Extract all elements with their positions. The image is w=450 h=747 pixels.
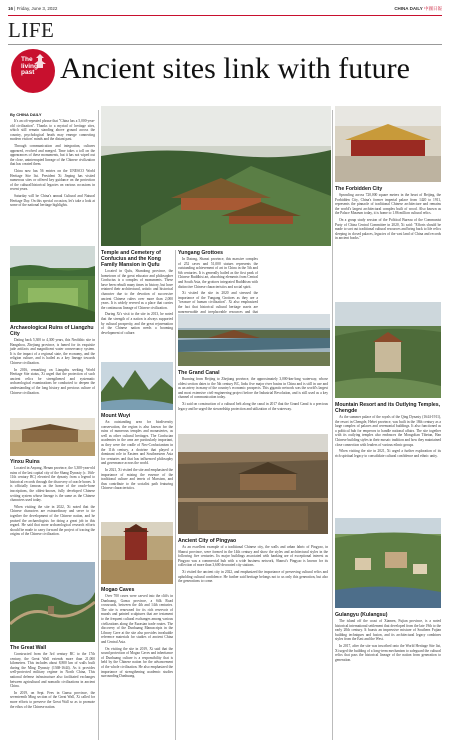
article-paragraph: In 2017, after the site was inscribed onto the World Heritage Site list, Xi urged the building of a long-term mechanism to safeguard the cultural relics that pass the historical lineage of the nation from generation to generation. <box>335 643 441 662</box>
article-paragraph: Located in Qufu, Shandong province, the hometown of the great educator and philosopher Confucius is a complex of monuments. These have been rebuilt many times in history, but have retained their architectural, artistic and historical character due to the devotion of successive ancient Chinese rulers over more than 2,000 years. It is widely revered as a place that carries the continuous lineage of Chinese civilization. <box>101 269 173 310</box>
page-info: 16 | Friday, June 3, 2022 <box>8 6 58 11</box>
intro-text <box>10 119 95 208</box>
gulangyu-body <box>335 619 441 662</box>
article-paragraph: As an excellent example of a traditional Chinese city, the walls and urban fabric of Pingyao, in Shanxi province, were formed in the 14th century and show the styles and architectural styles in the following five centuries. Its major buildings associated with banking are of exceptional interest as Pingyao was a commercial hub with a wide business network, Shanxi's Pingyao is known for its collection of more than 3,600 decorated city stations. <box>178 545 328 568</box>
liangzhu-body <box>10 338 95 395</box>
pingyao-article <box>178 538 328 586</box>
article-paragraph: In 2016, remarking on Liangzhu seeking World Heritage Site status, Xi urged that the protection of such ancient relics be strengthened and systematic archaeological examinations be conducted to deepen the understanding of the long history and precious culture of Chinese civilization. <box>10 367 95 395</box>
article-paragraph: Dating back 5,300 to 4,300 years, this Neolithic site in Hangzhou, Zhejiang province, is famed for its exquisite jade artifacts and magnificent water conservancy system. It is the impact of a regional state, the economy, and the religion culture, and is hailed as a key lineage towards Chinese civilization. <box>10 338 95 365</box>
article-paragraph: In Datong, Shanxi province, this massive complex of 252 caves and 51,000 statues represents the outstanding achievement of art in China in the 5th and 6th centuries. It is generally hailed as the first peak of Chinese Buddhist art, absorbing elements from Central and South Asia, the grottoes integrated Buddhism with distinctive Chinese characteristics and social spirit. <box>178 257 258 289</box>
chengde-photo <box>335 302 441 398</box>
article-paragraph: As the summer palace of the royals of the Qing Dynasty (1644-1911), the resort in Chengde, Hebei province, was built in the 18th century as a large complex of palaces and ceremonial buildings. It also functioned as a political hub for emperors to handle national affairs. The site together with its outlying temples also embraces the Mongolian Tibetan, Han Chinese building styles in their mosaic tradition and how they maintained close connection with leaders of various ethnic groups. <box>335 415 441 447</box>
article-paragraph: During Xi's visit to the site in 2013, he noted that the strength of a nation is always supported by cultural prosperity, and the great rejuvenation of the Chinese nation needs a booming development of culture. <box>101 312 173 335</box>
qufu-photo <box>101 106 331 246</box>
great-wall-photo <box>10 562 95 642</box>
article-paragraph: Over 700 caves were carved into the cliffs in Dunhuang, Gansu province, a Silk Road crossroads, between the 4th and 14th centuries. The site is renowned for its rich reservoir of murals and painted sculptures that are testament to the frequent cultural exchanges among various civilizations along the Eurasian trade routes. The discovery of the Dunhuang Manuscripts in the Library Cave at the site also provides invaluable reference materials for studies of ancient China and Central Asia. <box>101 594 173 644</box>
pingyao-photo <box>178 434 328 534</box>
article-paragraph: When visiting the site in 2021, Xi urged a further exploration of its rich spiritual legacy to consolidate cultural confidence and ethnic unity. <box>335 449 441 458</box>
pingyao-title: Ancient City of Pingyao <box>178 538 237 544</box>
article-paragraph: In 2019, on Sept. Fees in Gansu province, the seventeenth Ming section of the Great Wall, Xi called for more efforts to preserve the Great Wall so as to promote the ethos of the Chinese nation. <box>10 690 95 709</box>
mogao-article <box>101 587 173 681</box>
qufu-body <box>101 269 173 335</box>
intro-paragraph: Through communication and integration, cultures appeared, evolved and merged. Time takes a toll on the appearances of these monuments, but it has not wiped out the close, uninterrupted lineage of the Chinese civilization that has created them. <box>10 143 95 167</box>
forbidden-city-title: The Forbidden City <box>335 186 383 192</box>
red-rule <box>8 15 442 16</box>
wuyi-photo <box>101 362 173 410</box>
yungang-title: Yungang Grottoes <box>178 250 223 256</box>
article-paragraph: Constructed from the 3rd century BC to the 17th century, the Great Wall extends more than 21,000 kilometers. This includes about 8,800 km of walls built during the Ming Dynasty (1368-1644). As it provides well-protected military regime in North China, This national defense infrastructure also facilitated exchanges between agricultural and nomadic civilizations in ancient China. <box>10 652 95 689</box>
great-wall-body <box>10 652 95 709</box>
page-headline: Ancient sites link with future <box>60 52 410 85</box>
intro-column <box>10 112 95 210</box>
gulangyu-photo <box>335 518 441 608</box>
liangzhu-title: Archaeological Ruins of Liangzhu City <box>10 325 94 337</box>
intro-paragraph: China now has 56 entries on the UNESCO World Heritage Site list. President Xi Jinping has visited numerous sites or offered key guidance on the protection of the cultural/historical legacies on various occasions in recent years. <box>10 168 95 192</box>
article-paragraph: Located in Anyang, Henan province, the 3,300-year-old ruins of the last capital city of the Shang Dynasty (c. 16th-11th century BC) elevated the dynasty from a legend to historical records through the discovery of oracle bones. It is officially famous as the home of the oracle-bone inscriptions, the oldest-known, fully developed Chinese writing system whose lineage is the same as the Chinese characters used today. <box>10 466 95 503</box>
intro-paragraph: Saturday will be China's annual Cultural and Natural Heritage Day. On this special occasion, let's take a look at some of the national heritage highlights. <box>10 193 95 208</box>
article-paragraph: On a group study session of the Political Bureau of the Communist Party of China Central Committee in 2020, Xi said: "Efforts should be made to sort out traditional cultural resources and bring back to life relics sleeping in closed palaces, legacies of the vast land of China and records in ancient books." <box>335 217 441 241</box>
grand-canal-article <box>178 370 328 413</box>
mogao-body <box>101 594 173 679</box>
qufu-article <box>101 250 173 337</box>
column-rule <box>332 110 333 740</box>
mogao-title: Mogao Caves <box>101 587 135 593</box>
article-paragraph: Running from Beijing to Zhejiang province, the approximately 3,000-km-long waterway, whose oldest section dates to the 5th century BC, links five major river basins in China and is still in use and as an artery in many of the country's economic prospects. This gigantic network was the world's largest and most extensive civil-engineering project before the Industrial Revolution, and is still used as a key channel of communication today. <box>178 377 328 400</box>
mogao-photo <box>101 522 173 584</box>
logo-text: The living past <box>21 56 38 77</box>
chengde-title: Mountain Resort and its Outlying Temples, Chengde <box>335 402 441 414</box>
column-rule <box>175 250 176 740</box>
chengde-article <box>335 402 441 460</box>
gulangyu-article <box>335 612 441 664</box>
article-paragraph: On visiting the site in 2019, Xi said that the sound protection of Mogao Caves and inheritance of Dunhuang culture is a responsibility that is held by the Chinese nation for the advancement of the whole civilization. He also emphasized the importance of strengthening academic studies surrounding Dunhuang. <box>101 646 173 679</box>
yinxu-title: Yinxu Ruins <box>10 459 40 465</box>
gulangyu-title: Gulangyu (Kulangsu) <box>335 612 388 618</box>
intro-paragraph: It's an oft-repeated phrase that "China has a 5,000-year-old civilization". Thanks to a myriad of heritage sites, which still remain standing above ground across the country, psychological heads may emerge connecting modern visitors' minds and the distant past. <box>10 119 95 142</box>
great-wall-title: The Great Wall <box>10 645 47 651</box>
pingyao-body <box>178 545 328 584</box>
grand-canal-body <box>178 377 328 411</box>
paper-name: CHINA DAILY 中國日報 <box>394 6 442 11</box>
liangzhu-article <box>10 325 95 397</box>
forbidden-city-photo <box>335 106 441 182</box>
section-title: LIFE <box>8 18 55 42</box>
grand-canal-photo <box>178 314 330 366</box>
yinxu-article <box>10 459 95 539</box>
article-paragraph: Xi said on construction of a cultural belt along the canal in 2017 that the Grand Canal is a precious legacy and he urged the stewardship protection and utilization of the waterway. <box>178 401 328 411</box>
grand-canal-title: The Grand Canal <box>178 370 220 376</box>
article-paragraph: The island off the coast of Xiamen, Fujian province, is a noted historical international settlement that developed from the late 19th to the early 20th century. It boasts an impressive mixture of Southern Fujian building techniques and fusion, and its architectural legacy combines styles from the East and the West. <box>335 619 441 642</box>
masthead <box>8 5 442 14</box>
chengde-body <box>335 415 441 458</box>
column-rule <box>98 110 99 740</box>
liangzhu-photo <box>10 246 95 322</box>
article-paragraph: Xi visited the site in 2020 and stressed the importance of the Yungang Grottoes as they are a "treasure of human civilization". Xi also emphasized the fact that historical cultural heritage assets are nonrenewable and irreplaceable resources and that <box>178 291 258 314</box>
great-wall-article <box>10 645 95 711</box>
article-paragraph: Xi visited the ancient city in 2022, and emphasized the importance of preserving cultural relics and upholding cultural confidence. He further said heritage belongs not to us only this generation, but also the generations to come. <box>178 569 328 584</box>
article-paragraph: Sprawling across 720,000 square meters in the heart of Beijing, the Forbidden City, China's former imperial palace from 1420 to 1911, represents the pinnacle of traditional Chinese architecture and remains the world's largest architectural complex built of wood. Also known as the Palace Museum today, it is home to 1.86 million cultural relics. <box>335 193 441 216</box>
qufu-title: Temple and Cemetery of Confucius and the Kong Family Mansion in Qufu <box>101 250 161 268</box>
divider <box>8 44 442 45</box>
wuyi-article <box>101 413 173 493</box>
byline: By CHINA DAILY <box>10 112 42 117</box>
wuyi-body <box>101 420 173 491</box>
article-paragraph: An outstanding area for biodiversity conservation, the region is also known for the ruins of numerous temples and monasteries, as well as other cultural heritages. The Confucian academies in the area are particularly important, as they were the cradle of Neo-Confucianism in the 11th century, a doctrine that played a dominant role in Eastern and Southeastern Asia for centuries and that has influenced philosophy and governance across the world. <box>101 420 173 466</box>
yinxu-photo <box>10 418 95 456</box>
forbidden-city-body <box>335 193 441 241</box>
article-paragraph: In 2021, Xi visited the site and emphasized the importance of mixing the essence of the traditional culture and tenets of Marxism, and thus contribute to the socialist path featuring Chinese characteristics. <box>101 467 173 491</box>
article-paragraph: When visiting the site in 2022, Xi noted that the Chinese characters are extraordinary and serve to tie together the development of the Chinese nation, and he praised the archaeologists for doing a great job in this regard. He said that more archaeological research efforts should be made to carry forward the project of tracing the origins of the Chinese civilization. <box>10 504 95 537</box>
wuyi-title: Mount Wuyi <box>101 413 131 419</box>
yinxu-body <box>10 466 95 537</box>
forbidden-city-article <box>335 186 441 243</box>
living-past-logo <box>10 48 56 94</box>
